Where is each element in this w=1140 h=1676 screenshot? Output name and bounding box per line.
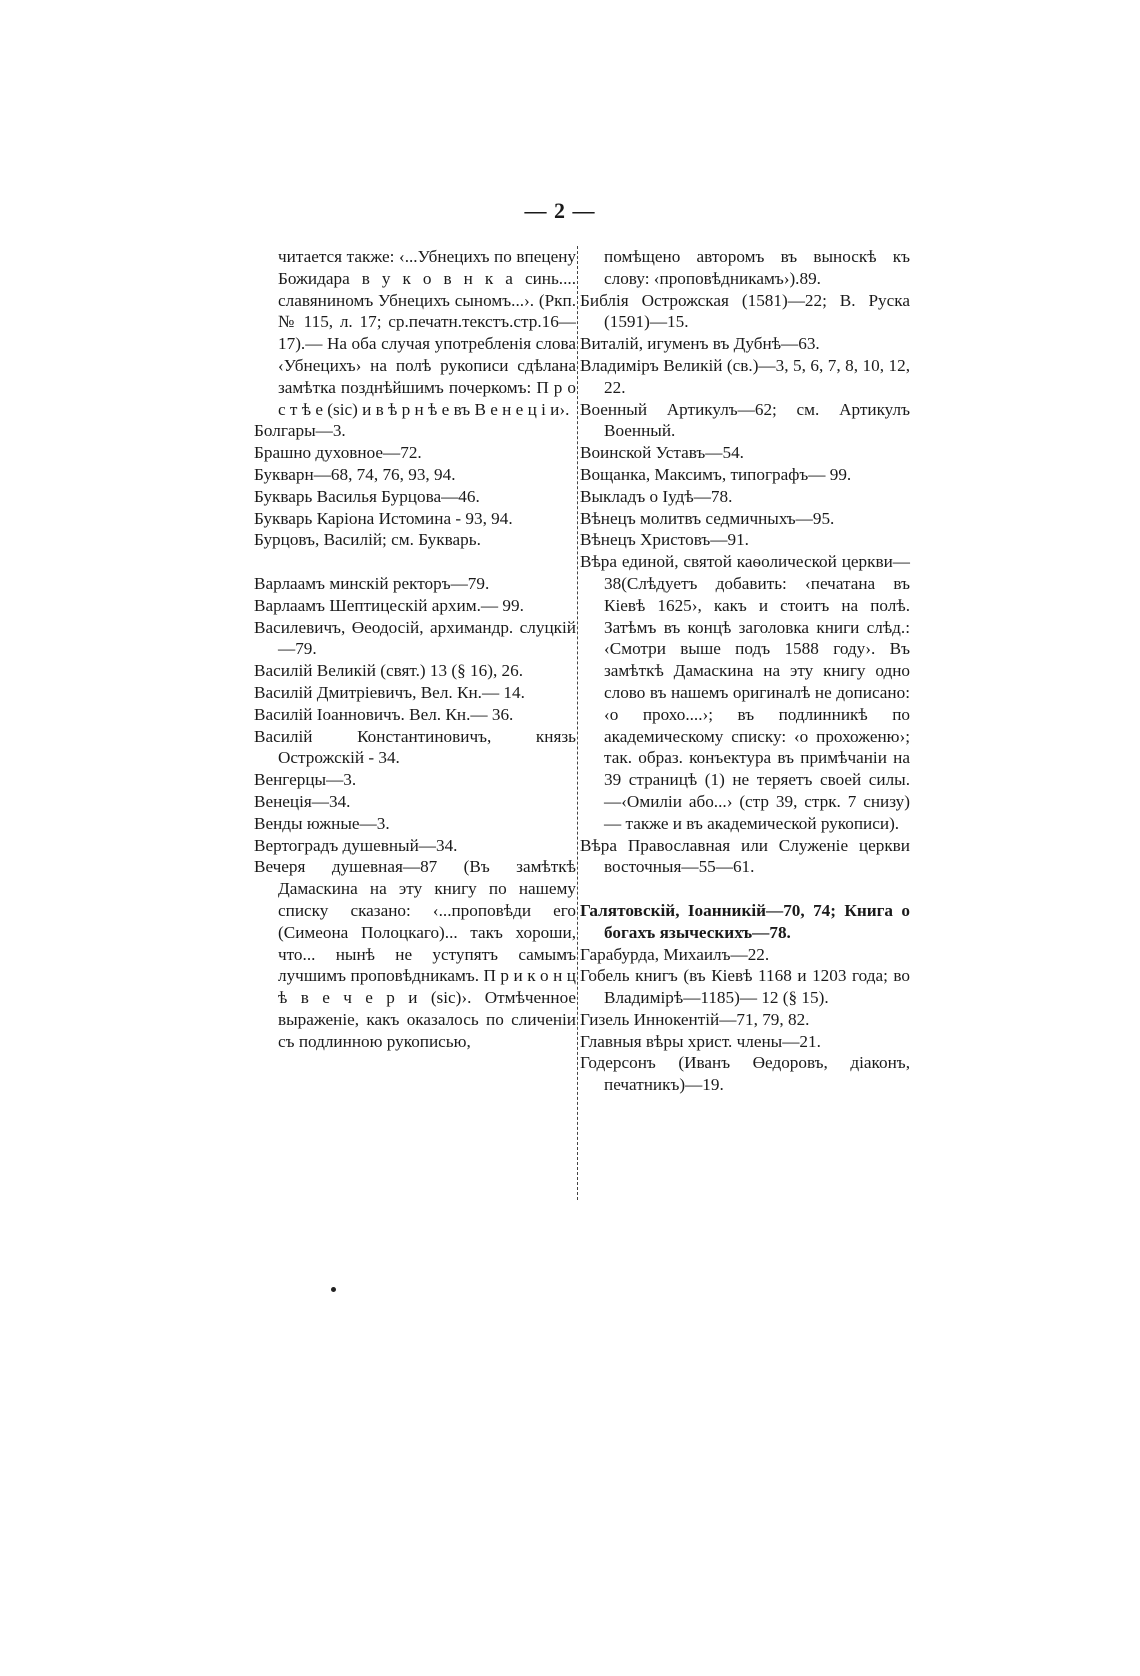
column-divider [577, 246, 578, 1200]
index-entry: Василій Константиновичъ, князь Острожскій - 34. [254, 726, 576, 768]
index-entry: Владиміръ Великій (св.)—3, 5, 6, 7, 8, 10, 12, 22. [580, 355, 910, 397]
index-entry: Военный Артикулъ—62; см. Артикулъ Военный. [580, 399, 910, 441]
index-entry: помѣщено авторомъ въ выноскѣ къ слову: ‹проповѣдникамъ›).89. [604, 247, 910, 288]
index-entry: Венеція—34. [254, 791, 351, 811]
index-entry: Виталій, игуменъ въ Дубнѣ—63. [580, 334, 820, 354]
index-entry: Годерсонъ (Иванъ Өедоровъ, діаконъ, печатникъ)—19. [580, 1053, 910, 1095]
index-entry: Василій Великій (свят.) 13 (§ 16), 26. [254, 661, 524, 681]
index-entry: Болгары—3. [254, 421, 346, 441]
page-number: — 2 — [524, 198, 596, 223]
index-entry: Гобель книгъ (въ Кіевѣ 1168 и 1203 года; во Владимірѣ—1185)— 12 (§ 15). [580, 966, 910, 1008]
index-entry: Вѣра Православная или Служеніе церкви восточныя—55—61. [580, 835, 910, 877]
index-entry: Венгерцы—3. [254, 770, 357, 790]
index-entry: Гарабурда, Михаилъ—22. [580, 944, 770, 964]
index-entry: Варлаамъ Шептицескій архим.— 99. [254, 595, 524, 615]
index-entry: Гизель Иннокентій—71, 79, 82. [580, 1009, 810, 1029]
index-entry: Вѣнецъ Христовъ—91. [580, 530, 749, 550]
index-entry: Вощанка, Максимъ, типографъ— 99. [580, 464, 852, 484]
index-entry: Вѣра единой, святой каѳолической церкви—38(Слѣдуетъ добавить: ‹печатана въ Кіевѣ 1625›, какъ и стоитъ на полѣ. Затѣмъ въ концѣ заголовка книги слѣд.: ‹Смотри выше подъ 1588 году›. Въ замѣткѣ Дамаскина на эту книгу одно слово въ нашемъ оригиналѣ не дописано: ‹о прохо....›; въ подлинникѣ по академическому списку: ‹о прохоженю›; так. образ. конъектура въ примѣчаніи на 39 страницѣ (1) не теряетъ своей силы.—‹Омиліи або...› (стр 39, стрк. 7 снизу)— также и въ академической рукописи). [580, 552, 910, 833]
index-entry: Главныя вѣры христ. члены—21. [580, 1031, 821, 1051]
index-entry: Букварь Каріона Истомина - 93, 94. [254, 508, 513, 528]
index-entry: Библія Острожская (1581)—22; В. Руска (1591)—15. [580, 290, 910, 332]
index-entry: Венды южные—3. [254, 813, 390, 833]
index-entry: Брашно духовное—72. [254, 443, 422, 463]
index-entry: Вечеря душевная—87 (Въ замѣткѣ Дамаскина на эту книгу по нашему списку сказано: ‹...проповѣди его (Симеона Полоцкаго)... такъ хороши, что... нынѣ не уступятъ самымъ лучшимъ проповѣдникамъ. П р и к о н ц ѣ в е ч е р и (sic)›. Отмѣченное выраженіе, какъ оказалось по сличеніи съ подлинною рукописью, [254, 857, 576, 1051]
index-entry: Василій Дмитріевичъ, Вел. Кн.— 14. [254, 682, 525, 702]
index-entry: Вертоградъ душевный—34. [254, 835, 458, 855]
index-entry: Бурцовъ, Василій; см. Букварь. [254, 530, 481, 550]
index-entry: Галятовскій, Іоанникій—70, 74; Книга о богахъ языческихъ—78. [580, 900, 910, 942]
index-entry: Воинской Уставъ—54. [580, 443, 744, 463]
index-entry: читается также: ‹...Убнецихъ по впецену Божидара в у к о в н к а синь.... славяниномъ Убнецихъ сыномъ...›. (Ркп. № 115, л. 17; ср.печатн.текстъ.стр.16—17).— На оба случая употребленія слова ‹Убнецихъ› на полѣ рукописи сдѣлана замѣтка позднѣйшимъ почеркомъ: П р о с т ѣ е (sic) и в ѣ р н ѣ е въ В е н е ц і и›. [278, 247, 576, 419]
index-entry: Букварь Василья Бурцова—46. [254, 486, 480, 506]
index-column-left [254, 246, 576, 1052]
index-entry: Василевичъ, Өеодосій, архимандр. слуцкій—79. [254, 617, 576, 659]
index-entry: Варлаамъ минскій ректоръ—79. [254, 573, 490, 593]
index-entry: Выкладъ о Іудѣ—78. [580, 486, 733, 506]
ink-dot [331, 1287, 336, 1292]
index-entry: Василій Іоанновичъ. Вел. Кн.— 36. [254, 704, 514, 724]
index-entry: Вѣнецъ молитвъ седмичныхъ—95. [580, 508, 835, 528]
index-column-right [580, 246, 910, 1096]
index-entry: Букварн—68, 74, 76, 93, 94. [254, 464, 456, 484]
